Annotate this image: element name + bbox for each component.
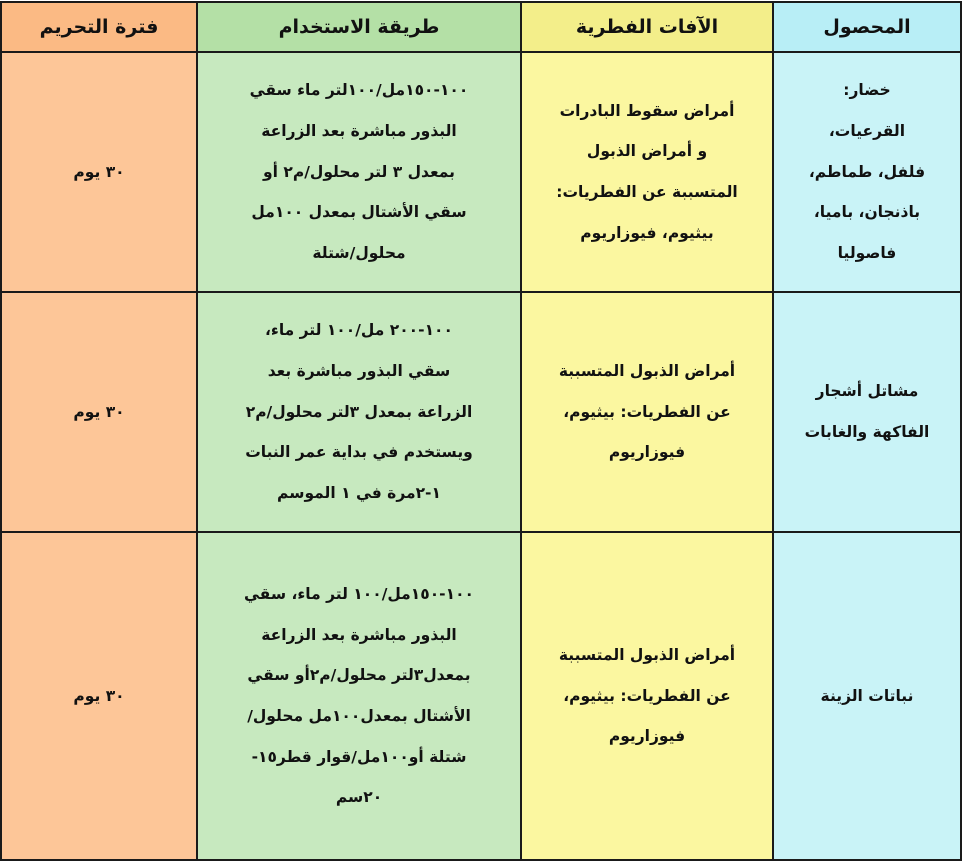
header-row <box>1 2 961 52</box>
cell-pests <box>521 532 773 860</box>
header-crop: المحصول <box>773 2 961 52</box>
cell-usage-text: ١٠٠-٢٠٠ مل/١٠٠ لتر ماء، سقي البذور مباشرة بعد الزراعة بمعدل ٣لتر محلول/م٢ ويستخدم في بداية عمر النبات ١-٢مرة في ١ الموسم <box>245 321 473 502</box>
header-pests: الآفات الفطرية <box>521 2 773 52</box>
cell-crop-text: خضار: القرعيات، فلفل، طماطم، باذنجان، باميا، فاصوليا <box>808 81 926 262</box>
cell-pests-text: أمراض الذبول المتسببة عن الفطريات: بيثيوم، فيوزاريوم <box>558 362 736 462</box>
cell-withdrawal <box>1 292 197 532</box>
cell-usage <box>197 292 521 532</box>
cell-withdrawal-text: ٣٠ يوم <box>73 402 125 421</box>
table-row <box>1 292 961 532</box>
table-row <box>1 532 961 860</box>
cell-usage <box>197 52 521 292</box>
cell-crop-text: نباتات الزينة <box>820 686 914 705</box>
cell-crop-text: مشاتل أشجار الفاكهة والغابات <box>804 382 930 441</box>
header-usage: طريقة الاستخدام <box>197 2 521 52</box>
table-row <box>1 52 961 292</box>
cell-usage <box>197 532 521 860</box>
cell-pests <box>521 292 773 532</box>
cell-withdrawal <box>1 532 197 860</box>
header-withdrawal: فترة التحريم <box>1 2 197 52</box>
cell-withdrawal-text: ٣٠ يوم <box>73 686 125 705</box>
cell-pests-text: أمراض سقوط البادرات و أمراض الذبول المتسببة عن الفطريات: بيثيوم، فيوزاريوم <box>556 101 738 242</box>
cell-withdrawal <box>1 52 197 292</box>
cell-crop <box>773 52 961 292</box>
fungicide-usage-table <box>0 1 962 861</box>
cell-withdrawal-text: ٣٠ يوم <box>73 162 125 181</box>
cell-crop <box>773 292 961 532</box>
cell-pests-text: أمراض الذبول المتسببة عن الفطريات: بيثيوم، فيوزاريوم <box>558 646 736 746</box>
cell-usage-text: ١٠٠-١٥٠مل/١٠٠لتر ماء سقي البذور مباشرة بعد الزراعة بمعدل ٣ لتر محلول/م٢ أو سقي الأشتال بمعدل ١٠٠مل محلول/شتلة <box>249 81 469 262</box>
cell-pests <box>521 52 773 292</box>
cell-crop <box>773 532 961 860</box>
cell-usage-text: ١٠٠-١٥٠مل/١٠٠ لتر ماء، سقي البذور مباشرة بعد الزراعة بمعدل٣لتر محلول/م٢أو سقي الأشتال بمعدل١٠٠مل محلول/ شتلة أو١٠٠مل/قوار قطر١٥- ٢٠سم <box>244 585 474 807</box>
